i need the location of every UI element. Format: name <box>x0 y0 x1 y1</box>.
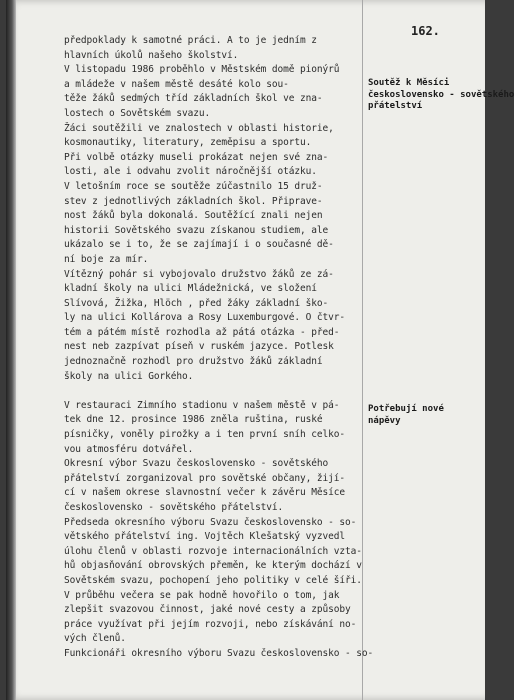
text-line: práce využívat při jejím rozvoji, nebo získávání no- <box>64 618 357 630</box>
text-line: tek dne 12. prosince 1986 zněla ruština, ruské <box>64 414 323 426</box>
text-line: ly na ulici Kollárova a Rosy Luxemburgové. O čtvr- <box>64 312 345 324</box>
margin-note-line: přátelství <box>368 101 423 111</box>
text-line: Okresní výbor Svazu československo - sovětského <box>64 458 329 470</box>
text-line: kosmonautiky, literatury, zeměpisu a sportu. <box>64 137 312 149</box>
text-line: jednoznačně rozhodl pro družstvo žáků základní <box>64 356 323 368</box>
typewritten-body <box>64 34 374 662</box>
text-line: cí v našem okrese slavnostní večer k závěru Měsíce <box>64 487 345 499</box>
text-line: V průběhu večera se pak hodně hovořilo o tom, jak <box>64 589 340 601</box>
text-line: školy na ulici Gorkého. <box>64 370 194 382</box>
text-line: Vítězný pohár si vybojovalo družstvo žáků ze zá- <box>64 268 334 280</box>
text-line: těže žáků sedmých tříd základních škol ve zna- <box>64 93 323 105</box>
text-line: vých členů. <box>64 633 126 645</box>
text-line: losti, ale i odvahu zvolit náročnější otázku. <box>64 166 317 178</box>
text-line: ukázalo se i to, že se zajímají i o současné dě- <box>64 239 334 251</box>
margin-note-line: Soutěž k Měsíci <box>368 78 450 88</box>
text-line: tém a pátém místě rozhodla až pátá otázka - před- <box>64 326 340 338</box>
text-line: hlavních úkolů našeho školství. <box>64 49 239 61</box>
text-line: československo - sovětského přátelství. <box>64 502 284 513</box>
text-line: Slívová, Žižka, Hlöch , před žáky základní ško- <box>64 297 329 309</box>
margin-note-line: nápěvy <box>368 415 401 426</box>
text-line: Při volbě otázky museli prokázat nejen své zna- <box>64 151 329 163</box>
text-line: V restauraci Zimního stadionu v našem městě v pá- <box>64 399 340 411</box>
text-line: vou atmosféru dotvářel. <box>64 443 194 455</box>
text-line: přátelství zorganizoval pro sovětské občany, žijí- <box>64 472 345 484</box>
text-line: V listopadu 1986 proběhlo v Městském domě pionýrů <box>64 64 340 76</box>
document-page <box>6 0 514 700</box>
text-line: historii Sovětského svazu získanou studiem, ale <box>64 224 329 236</box>
text-line: V letošním roce se soutěže zúčastnilo 15 druž- <box>64 180 323 192</box>
text-line: větského přátelství ing. Vojtěch Klešatský vyzvedl <box>64 531 345 543</box>
book-binding-shadow <box>6 0 16 700</box>
text-line: zlepšit svazovou činnost, jaké nové cesty a způsoby <box>64 604 351 616</box>
text-line: Sovětském svazu, pochopení jeho politiky v celé šíři. <box>64 574 362 586</box>
margin-note-soutez <box>368 78 514 113</box>
page-number: 162. <box>411 24 440 38</box>
margin-note-line: Potřebují nové <box>368 404 444 414</box>
text-line: lostech o Sovětském svazu. <box>64 107 211 119</box>
paragraph-gap <box>64 384 364 399</box>
text-line: Žáci soutěžili ve znalostech v oblasti historie, <box>64 122 334 134</box>
text-line: úlohu členů v oblasti rozvoje internacionálních vzta- <box>64 545 362 557</box>
text-line: nost žáků byla dokonalá. Soutěžící znali nejen <box>64 210 323 222</box>
text-line: nest neb zazpívat píseň v ruském jazyce. Potlesk <box>64 341 334 353</box>
text-line: stev z jednotlivých základních škol. Připrave- <box>64 195 323 207</box>
text-line: ní boje za mír. <box>64 253 149 265</box>
margin-note-napevy <box>368 404 480 427</box>
text-line: a mládeže v našem městě desáté kolo sou- <box>64 78 289 90</box>
text-line: hů objasňování obrovských přeměn, ke kterým dochází v <box>64 560 362 572</box>
text-line: předpoklady k samotné práci. A to je jedním z <box>64 35 317 46</box>
text-line: Funkcionáři okresního výboru Svazu československo - so- <box>64 647 374 659</box>
margin-note-line: československo - sovětského <box>368 89 514 100</box>
text-line: kladní školy na ulici Mládežnická, ve složení <box>64 283 317 295</box>
text-line: Předseda okresního výboru Svazu československo - so- <box>64 516 357 528</box>
text-line: písničky, voněly pirožky a i ten první sníh celko- <box>64 429 345 441</box>
